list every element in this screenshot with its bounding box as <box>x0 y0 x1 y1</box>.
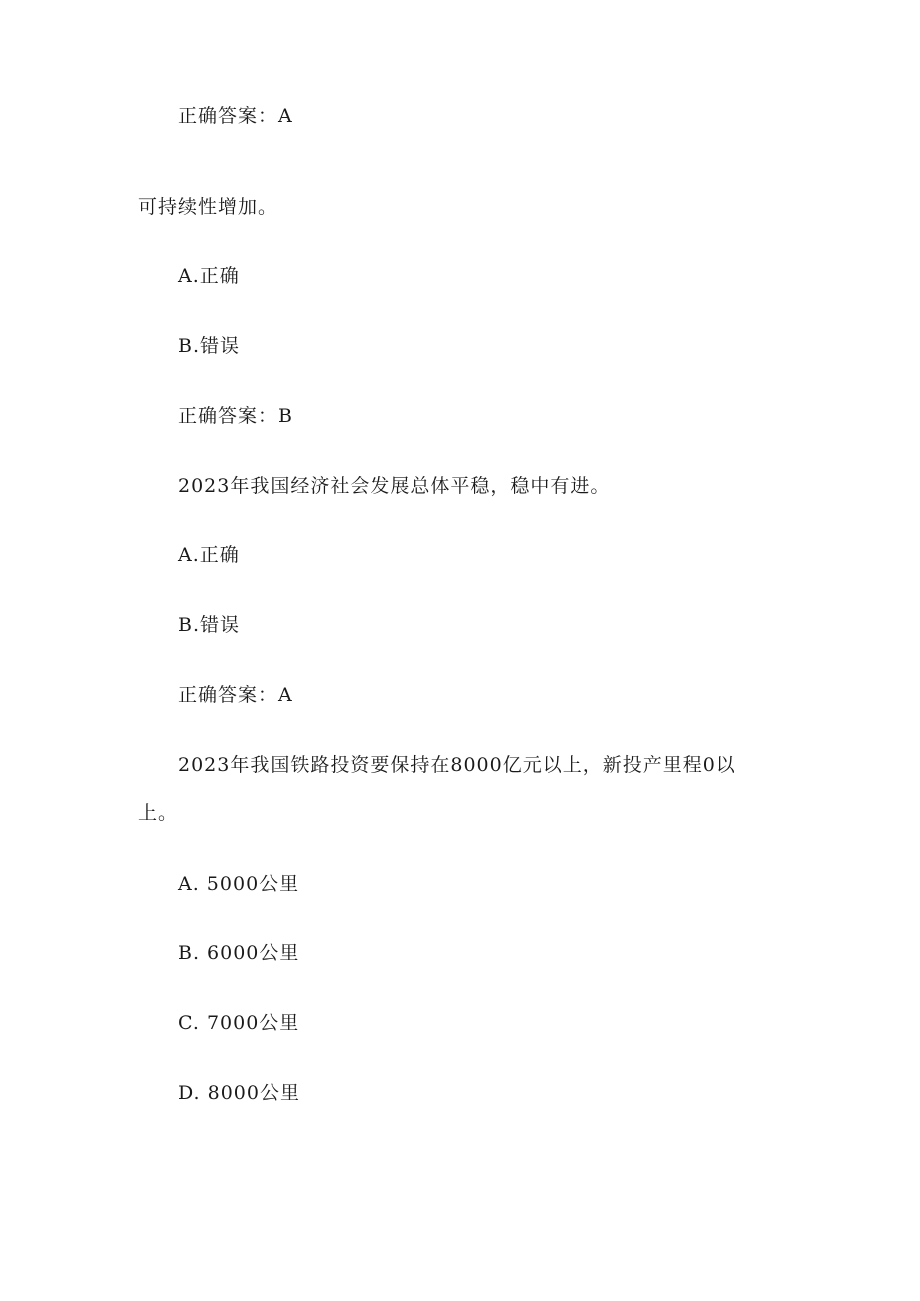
answer-line: 正确答案：A <box>178 684 293 706</box>
option-b: B.错误 <box>178 614 241 636</box>
question-text: 2023年我国经济社会发展总体平稳，稳中有进。 <box>178 475 611 497</box>
option-b: B.错误 <box>178 335 241 357</box>
option-a: A. 5000公里 <box>178 873 300 895</box>
question-continuation: 上。 <box>138 802 179 824</box>
option-a: A.正确 <box>178 544 240 566</box>
answer-line: 正确答案：B <box>178 405 293 427</box>
question-continuation: 可持续性增加。 <box>138 196 279 218</box>
option-a: A.正确 <box>178 265 240 287</box>
option-c: C. 7000公里 <box>178 1012 300 1034</box>
question-text: 2023年我国铁路投资要保持在8000亿元以上，新投产里程0以 <box>178 754 736 776</box>
option-d: D. 8000公里 <box>178 1082 300 1104</box>
option-b: B. 6000公里 <box>178 942 300 964</box>
answer-line: 正确答案：A <box>178 105 293 127</box>
